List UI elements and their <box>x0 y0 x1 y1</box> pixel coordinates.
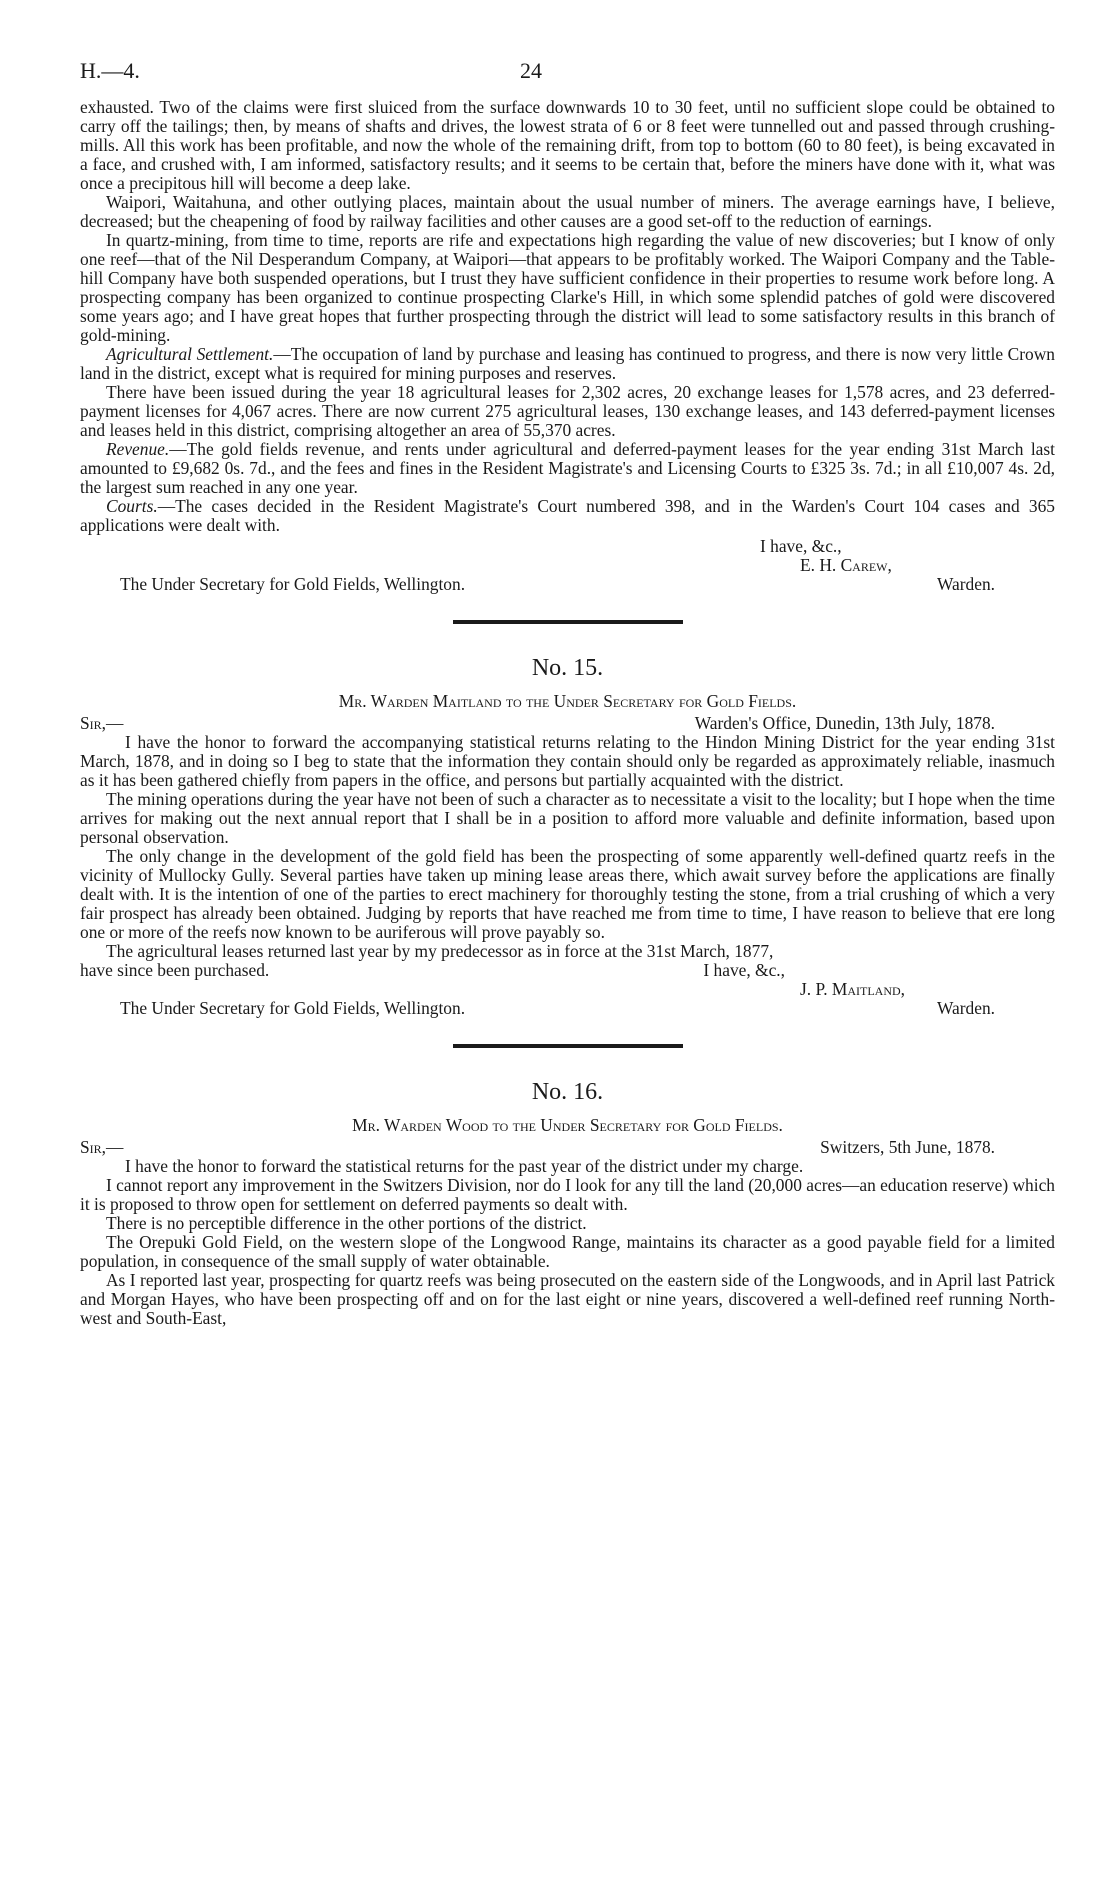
paragraph: I cannot report any improvement in the Switzers Division, nor do I look for any till the land (20,000 acres—an education reserve) which it is proposed to throw open for settlement on deferred payments so dealt with. <box>80 1175 1055 1214</box>
page-number: 24 <box>520 58 542 83</box>
letter-number: No. 15. <box>531 655 604 681</box>
paragraph-end: have since been purchased. <box>80 960 270 980</box>
closing-row <box>80 961 1055 980</box>
text-courts: —The cases decided in the Resident Magistrate's Court numbered 398, and in the Warden's Court 104 cases and 365 applications were dealt with. <box>80 496 1055 535</box>
salutation-row <box>80 714 1055 733</box>
closing-line: I have, &c., <box>703 960 785 980</box>
paragraph: The Orepuki Gold Field, on the western slope of the Longwood Range, maintains its character as a good payable field for a limited population, in consequence of the small supply of water obtainable. <box>80 1232 1055 1271</box>
section-no-15 <box>80 654 1055 1018</box>
paragraph: exhausted. Two of the claims were first sluiced from the surface downwards 10 to 30 feet, until no sufficient slope could be obtained to carry off the tailings; then, by means of shafts and drives, the lowest strata of 6 or 8 feet were tunnelled out and passed through crushing-mills. All this work has been profitable, and now the whole of the remaining drift, from top to bottom (60 to 80 feet), is being excavated in a face, and crushed with, I am informed, satisfactory results; and it seems to be certain that, before the miners have done with it, what was once a precipitous hill will become a deep lake. <box>80 97 1055 193</box>
heading-courts: Courts. <box>106 496 158 516</box>
paragraph: The mining operations during the year have not been of such a character as to necessitate a visit to the locality; but I hope when the time arrives for making out the next annual report that I shall be in a position to afford more valuable and definite information, based upon personal observation. <box>80 789 1055 847</box>
signer-name: E. H. Carew, <box>800 555 892 575</box>
paragraph: I have the honor to forward the statistical returns for the past year of the district under my charge. <box>125 1156 804 1176</box>
signer-title: Warden. <box>937 998 995 1018</box>
section-carew-report <box>80 98 1055 594</box>
text-revenue: —The gold fields revenue, and rents under agricultural and deferred-payment leases for the year ending 31st March last amounted to £9,682 0s. 7d., and the fees and fines in the Resident Magistrate's and Licensing Courts to £325 3s. 7d.; in all £10,007 4s. 2d, the largest sum reached in any one year. <box>80 439 1055 497</box>
letter-subtitle: Mr. Warden Maitland to the Under Secretary for Gold Fields. <box>338 691 797 711</box>
signer-name: J. P. Maitland, <box>800 979 906 999</box>
paragraph: In quartz-mining, from time to time, reports are rife and expectations high regarding the value of new discoveries; but I know of only one reef—that of the Nil Desperandum Company, at Waipori—that appears to be profitably worked. The Waipori Company and the Table-hill Company have both suspended operations, but I trust they have sufficient confidence in their properties to resume work before long. A prospecting company has been organized to continue prospecting Clarke's Hill, in which some splendid patches of gold were discovered some years ago; and I have great hopes that further prospecting through the district will lead to some satisfactory results in this branch of gold-mining. <box>80 230 1055 345</box>
closing-line: I have, &c., <box>760 536 842 556</box>
paragraph: As I reported last year, prospecting for quartz reefs was being prosecuted on the eastern side of the Longwoods, and in April last Patrick and Morgan Hayes, who have been prospecting off and on for the last eight or nine years, discovered a well-defined reef running North-west and South-East, <box>80 1270 1055 1328</box>
closing-block <box>80 537 1055 594</box>
paragraph-agricultural <box>80 345 1055 383</box>
paragraph: There have been issued during the year 18 agricultural leases for 2,302 acres, 20 exchange leases for 1,578 acres, and 23 deferred-payment licenses for 4,067 acres. There are now current 275 agricultural leases, 130 exchange leases, and 143 deferred-payment licenses and leases held in this district, comprising altogether an area of 55,370 acres. <box>80 382 1055 440</box>
dateline: Warden's Office, Dunedin, 13th July, 1878. <box>694 713 995 733</box>
document-code: H.—4. <box>80 58 140 83</box>
address-row <box>80 575 1055 594</box>
address-row <box>80 999 1055 1018</box>
text-agricultural: —The occupation of land by purchase and leasing has continued to progress, and there is now very little Crown land in the district, except what is required for mining purposes and reserves. <box>80 344 1055 383</box>
salutation-row <box>80 1138 1055 1157</box>
letter-number: No. 16. <box>531 1079 604 1105</box>
salutation: Sir,— <box>80 1137 124 1157</box>
paragraph-revenue <box>80 440 1055 497</box>
section-no-16 <box>80 1078 1055 1328</box>
page-header <box>80 58 1055 98</box>
document-page <box>80 58 1055 1328</box>
paragraph-courts <box>80 497 1055 535</box>
closing-block <box>80 980 1055 1018</box>
salutation: Sir,— <box>80 713 124 733</box>
section-divider <box>453 620 683 624</box>
section-divider <box>453 1044 683 1048</box>
paragraph: I have the honor to forward the accompanying statistical returns relating to the Hindon Mining District for the year ending 31st March, 1878, and in doing so I beg to state that the information they contain should only be regarded as approximately reliable, inasmuch as it has been gathered chiefly from papers in the office, and persons but partially acquainted with the district. <box>80 732 1055 790</box>
addressee: The Under Secretary for Gold Fields, Wellington. <box>120 574 466 594</box>
heading-agricultural: Agricultural Settlement. <box>106 344 274 364</box>
letter-subtitle: Mr. Warden Wood to the Under Secretary for Gold Fields. <box>352 1115 783 1135</box>
signer-title: Warden. <box>937 574 995 594</box>
addressee: The Under Secretary for Gold Fields, Wellington. <box>120 998 466 1018</box>
paragraph: The only change in the development of the gold field has been the prospecting of some apparently well-defined quartz reefs in the vicinity of Mullocky Gully. Several parties have taken up mining lease areas there, which await survey before the applications are finally dealt with. It is the intention of one of the parties to erect machinery for thoroughly testing the stone, from a trial crushing of which a very fair prospect has already been obtained. Judging by reports that have reached me from time to time, I have reason to believe that ere long one or more of the reefs now known to be auriferous will prove payably so. <box>80 846 1055 942</box>
paragraph: There is no perceptible difference in the other portions of the district. <box>106 1213 587 1233</box>
heading-revenue: Revenue. <box>106 439 170 459</box>
paragraph: Waipori, Waitahuna, and other outlying places, maintain about the usual number of miners. The average earnings have, I believe, decreased; but the cheapening of food by railway facilities and other causes are a good set-off to the reduction of earnings. <box>80 192 1055 231</box>
dateline: Switzers, 5th June, 1878. <box>820 1137 995 1157</box>
paragraph: The agricultural leases returned last year by my predecessor as in force at the 31st March, 1877, <box>106 941 774 961</box>
